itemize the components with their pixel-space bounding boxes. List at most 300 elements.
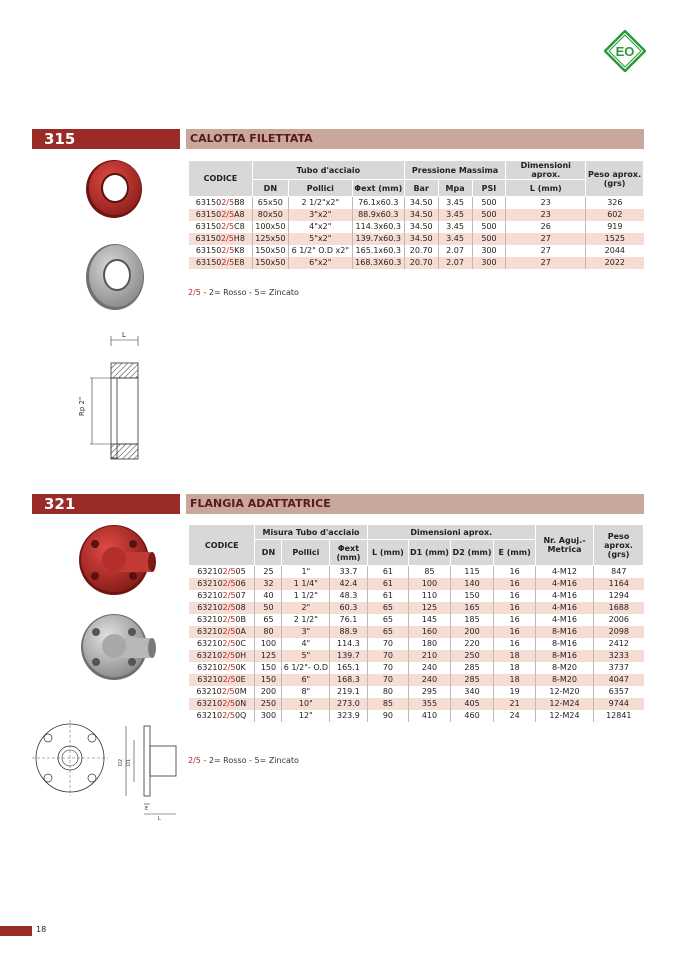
cell-psi: 500 [472, 221, 506, 233]
cell-pollici: 4"x2" [288, 221, 352, 233]
cell-dn: 125x50 [252, 233, 288, 245]
page-number: 18 [36, 925, 47, 934]
code-part-code-c: 0E [235, 675, 246, 684]
code-part-code-b: 2/5 [222, 663, 236, 672]
cell-l: 65 [367, 614, 409, 626]
cell-e: 18 [494, 674, 536, 686]
cell-mpa: 3.45 [438, 197, 472, 210]
dim-d1-label: D1 [126, 758, 132, 766]
col-phiext: Φext (mm) [330, 540, 367, 566]
cell-agui: 4-M16 [535, 602, 593, 614]
cell-psi: 300 [472, 257, 506, 269]
col-peso: Peso aprox. (grs) [586, 161, 644, 197]
cell-ext: 33.7 [330, 566, 367, 579]
code-part-code-b: 2/5 [222, 675, 236, 684]
code-part-code-b: 2/5 [221, 198, 235, 207]
cell-peso: 847 [594, 566, 644, 579]
cell-peso: 2098 [594, 626, 644, 638]
cell-d2: 200 [450, 626, 494, 638]
code-part-code-a: 63210 [196, 711, 223, 720]
code-part-code-b: 2/5 [222, 639, 236, 648]
cell-d2: 185 [450, 614, 494, 626]
cell-d1: 125 [409, 602, 451, 614]
red-flange-image [78, 522, 156, 598]
code-part-code-b: 2/5 [222, 567, 236, 576]
cell-l: 90 [367, 710, 409, 722]
code-part-code-a: 63150 [195, 210, 222, 219]
note-code: 2/5 [188, 756, 201, 765]
code-part-code-a: 63210 [196, 687, 222, 696]
cell-pollici: 3"x2" [288, 209, 352, 221]
cell-d2: 115 [450, 566, 494, 579]
col-l: L (mm) [506, 180, 586, 197]
cell-dn: 150 [255, 662, 282, 674]
cell-l: 65 [367, 602, 409, 614]
cell-peso: 2044 [586, 245, 644, 257]
code-part-code-a: 63210 [196, 639, 223, 648]
cell-peso: 602 [586, 209, 644, 221]
cell-codice [189, 626, 255, 638]
table-row [189, 698, 644, 710]
cell-ext: 42.4 [330, 578, 367, 590]
cell-pollici: 3" [282, 626, 330, 638]
col-d2: D2 (mm) [450, 540, 494, 566]
cell-peso: 919 [586, 221, 644, 233]
code-part-code-a: 63150 [195, 198, 222, 207]
cell-agui: 8-M20 [535, 674, 593, 686]
cell-d1: 410 [409, 710, 451, 722]
logo-text: EO [615, 44, 635, 59]
cell-peso: 3233 [594, 650, 644, 662]
code-part-code-a: 63210 [197, 675, 223, 684]
cell-ext: 60.3 [330, 602, 367, 614]
table-row [189, 209, 644, 221]
code-part-code-b: 2/5 [222, 603, 236, 612]
code-part-code-b: 2/5 [222, 591, 236, 600]
code-part-code-a: 63150 [195, 222, 222, 231]
cell-dn: 100 [255, 638, 282, 650]
cell-dn: 250 [255, 698, 282, 710]
cell-d1: 145 [409, 614, 451, 626]
code-part-code-a: 63210 [197, 579, 223, 588]
cell-ext: 114.3 [330, 638, 367, 650]
cell-peso: 12841 [594, 710, 644, 722]
cell-agui: 8-M16 [535, 626, 593, 638]
cell-l: 27 [506, 245, 586, 257]
cell-e: 18 [494, 650, 536, 662]
cell-agui: 8-M20 [535, 662, 593, 674]
code-part-code-a: 63210 [197, 567, 223, 576]
cell-mpa: 3.45 [438, 209, 472, 221]
cell-ext: 139.7 [330, 650, 367, 662]
cell-d2: 460 [450, 710, 494, 722]
cell-d1: 180 [409, 638, 451, 650]
table-row [189, 578, 644, 590]
cell-pollici: 2 1/2"x2" [288, 197, 352, 210]
cell-d1: 100 [409, 578, 451, 590]
cell-codice [189, 257, 253, 269]
code-part-code-c: 0M [234, 687, 247, 696]
cell-codice [189, 578, 255, 590]
cell-bar: 34.50 [404, 221, 438, 233]
cell-codice [189, 602, 255, 614]
cell-peso: 3737 [594, 662, 644, 674]
cell-d2: 165 [450, 602, 494, 614]
col-dn: DN [252, 180, 288, 197]
table-row [189, 638, 644, 650]
cell-d2: 405 [450, 698, 494, 710]
cell-pollici: 2" [282, 602, 330, 614]
galvanized-flange-image [80, 610, 158, 684]
calotta-table [188, 160, 644, 269]
table-row [189, 674, 644, 686]
note-text: - 2= Rosso - 5= Zincato [200, 288, 299, 297]
code-part-code-c: A8 [234, 210, 245, 219]
cell-d2: 220 [450, 638, 494, 650]
cell-ext: 273.0 [330, 698, 367, 710]
cell-d2: 340 [450, 686, 494, 698]
flange-technical-drawing [28, 716, 182, 820]
cell-dn: 150 [255, 674, 282, 686]
code-part-code-c: H8 [233, 234, 245, 243]
section-title: CALOTTA FILETTATA [186, 129, 644, 149]
cell-peso: 1164 [594, 578, 644, 590]
cell-ext: 114.3x60.3 [352, 221, 404, 233]
cell-codice [189, 674, 255, 686]
code-part-code-a: 63210 [197, 663, 223, 672]
col-codice: CODICE [189, 161, 253, 197]
cell-l: 61 [367, 566, 409, 579]
code-part-code-a: 63150 [195, 258, 222, 267]
code-part-code-c: 06 [235, 579, 246, 588]
cell-d1: 85 [409, 566, 451, 579]
section-number: 321 [32, 494, 180, 514]
cell-l: 80 [367, 686, 409, 698]
col-psi: PSI [472, 180, 506, 197]
cell-dn: 50 [255, 602, 282, 614]
cell-codice [189, 686, 255, 698]
cell-e: 16 [494, 626, 536, 638]
cell-pollici: 10" [282, 698, 330, 710]
code-part-code-a: 63210 [197, 615, 223, 624]
code-part-code-c: 0Q [234, 711, 247, 720]
cell-codice [189, 614, 255, 626]
code-part-code-c: 0H [235, 651, 247, 660]
cell-agui: 12-M24 [535, 710, 593, 722]
cell-l: 61 [367, 590, 409, 602]
cell-peso: 9744 [594, 698, 644, 710]
dim-d2-label: D2 [118, 758, 124, 766]
cell-pollici: 6 1/2"- O.D [283, 663, 328, 672]
col-peso: Peso aprox. (grs) [594, 525, 644, 566]
cell-ext: 76.1 [330, 614, 367, 626]
cell-e: 18 [494, 662, 536, 674]
cell-d2: 285 [450, 674, 494, 686]
cell-d1: 160 [409, 626, 451, 638]
code-part-code-b: 2/5 [222, 615, 236, 624]
cell-l: 70 [367, 674, 409, 686]
color-note [188, 756, 299, 765]
cell-ext: 48.3 [330, 590, 367, 602]
cell-d1: 355 [409, 698, 451, 710]
cell-l: 85 [367, 698, 409, 710]
cell-agui: 4-M12 [535, 566, 593, 579]
code-part-code-b: 2/5 [222, 711, 235, 720]
code-part-code-a: 63210 [197, 627, 223, 636]
col-pollici: Pollici [282, 540, 330, 566]
cell-e: 16 [494, 638, 536, 650]
cell-pollici: 6" [282, 674, 330, 686]
cell-codice [189, 233, 253, 245]
col-codice: CODICE [189, 525, 255, 566]
cell-dn: 200 [255, 686, 282, 698]
cell-d1: 210 [409, 650, 451, 662]
cell-psi: 300 [472, 245, 506, 257]
cell-agui: 4-M16 [535, 590, 593, 602]
table-row [189, 221, 644, 233]
cell-psi: 500 [472, 197, 506, 210]
cell-e: 21 [494, 698, 536, 710]
table-row [189, 662, 644, 674]
cell-agui: 8-M16 [535, 638, 593, 650]
col-group-dim: Dimensioni aprox. [367, 525, 535, 540]
cell-peso: 1688 [594, 602, 644, 614]
table-row [189, 590, 644, 602]
code-part-code-c: B8 [234, 198, 245, 207]
cell-peso: 2006 [594, 614, 644, 626]
code-part-code-b: 2/5 [221, 210, 235, 219]
dim-e-label: E [145, 806, 149, 812]
cell-d2: 285 [450, 662, 494, 674]
cell-mpa: 3.45 [438, 221, 472, 233]
cell-psi: 500 [472, 209, 506, 221]
cell-e: 16 [494, 566, 536, 579]
cell-dn: 65x50 [252, 197, 288, 210]
cell-dn: 125 [255, 650, 282, 662]
code-part-code-b: 2/5 [222, 651, 236, 660]
cell-ext: 219.1 [330, 686, 367, 698]
code-part-code-c: 05 [235, 567, 246, 576]
code-part-code-b: 2/5 [221, 258, 235, 267]
cell-dn: 150x50 [252, 245, 288, 257]
cell-e: 16 [494, 614, 536, 626]
table-row [189, 197, 644, 210]
table-row [189, 710, 644, 722]
code-part-code-a: 63210 [196, 699, 223, 708]
cell-peso: 1525 [586, 233, 644, 245]
dim-l2-label: L [158, 816, 161, 820]
cell-dn: 80 [255, 626, 282, 638]
col-mpa: Mpa [438, 180, 472, 197]
cell-pollici: 5" [282, 650, 330, 662]
cell-d2: 150 [450, 590, 494, 602]
col-dn: DN [255, 540, 282, 566]
cell-codice [189, 221, 253, 233]
cell-peso: 6357 [594, 686, 644, 698]
cell-peso: 326 [586, 197, 644, 210]
col-d1: D1 (mm) [409, 540, 451, 566]
table-row [189, 257, 644, 269]
section-number: 315 [32, 129, 180, 149]
cell-e: 16 [494, 578, 536, 590]
cell-l: 27 [506, 257, 586, 269]
cell-dn: 300 [255, 710, 282, 722]
cell-bar: 20.70 [404, 245, 438, 257]
cell-dn: 100x50 [252, 221, 288, 233]
cell-d1: 240 [409, 662, 451, 674]
cell-psi: 500 [472, 233, 506, 245]
cell-bar: 34.50 [404, 209, 438, 221]
col-e: E (mm) [494, 540, 536, 566]
cell-e: 16 [494, 590, 536, 602]
col-phiext: Φext (mm) [352, 180, 404, 197]
table-row [189, 233, 644, 245]
code-part-code-a: 63210 [197, 591, 223, 600]
table-row [189, 626, 644, 638]
cell-pollici: 5"x2" [288, 233, 352, 245]
cell-agui: 8-M16 [535, 650, 593, 662]
code-part-code-b: 2/5 [221, 246, 235, 255]
code-part-code-b: 2/5 [222, 699, 236, 708]
cell-ext: 168.3X60.3 [352, 257, 404, 269]
cell-l: 23 [506, 209, 586, 221]
dim-l-label: L [122, 331, 126, 339]
code-part-code-a: 63210 [196, 651, 223, 660]
code-part-code-c: 0A [235, 627, 246, 636]
cell-dn: 40 [255, 590, 282, 602]
code-part-code-c: 0K [235, 663, 246, 672]
red-cap-image [84, 158, 144, 220]
cell-l: 70 [367, 650, 409, 662]
cell-peso: 2412 [594, 638, 644, 650]
color-note [188, 288, 299, 297]
cell-codice [189, 209, 253, 221]
eo-logo-icon [604, 30, 646, 72]
cell-codice [189, 662, 255, 674]
cell-pollici: 1 1/2" [282, 590, 330, 602]
cell-mpa: 2.07 [438, 257, 472, 269]
cell-pollici: 2 1/2" [282, 614, 330, 626]
code-part-code-b: 2/5 [222, 579, 236, 588]
cell-codice [189, 698, 255, 710]
cell-ext: 168.3 [330, 674, 367, 686]
flangia-table [188, 524, 644, 722]
code-part-code-b: 2/5 [221, 222, 234, 231]
cell-ext: 88.9 [330, 626, 367, 638]
col-agui: Nr. Aguj.- Metrica [535, 525, 593, 566]
note-code: 2/5 [188, 288, 201, 297]
table-row [189, 245, 644, 257]
cell-codice [189, 590, 255, 602]
cell-l: 70 [367, 638, 409, 650]
page-marker [0, 926, 32, 936]
cell-d1: 240 [409, 674, 451, 686]
cell-dn: 65 [255, 614, 282, 626]
cell-e: 24 [494, 710, 536, 722]
table-row [189, 614, 644, 626]
code-part-code-a: 63150 [195, 246, 222, 255]
code-part-code-c: C8 [234, 222, 245, 231]
cell-l: 27 [506, 233, 586, 245]
code-part-code-b: 2/5 [221, 687, 235, 696]
cell-peso: 2022 [586, 257, 644, 269]
cell-e: 16 [494, 602, 536, 614]
cell-dn: 25 [255, 566, 282, 579]
cell-pollici: 8" [282, 686, 330, 698]
code-part-code-b: 2/5 [222, 627, 236, 636]
col-group-dim: Dimensioni aprox. [506, 161, 586, 180]
code-part-code-c: 0N [235, 699, 247, 708]
cell-dn: 32 [255, 578, 282, 590]
code-part-code-c: 0C [235, 639, 246, 648]
cap-technical-drawing [74, 326, 164, 466]
code-part-code-c: 08 [235, 603, 246, 612]
code-part-code-a: 63210 [197, 603, 223, 612]
cell-ext: 323.9 [330, 710, 367, 722]
cell-ext: 165.1 [330, 662, 367, 674]
cell-pollici: 4" [282, 638, 330, 650]
cell-codice [189, 197, 253, 210]
cell-d2: 140 [450, 578, 494, 590]
cell-mpa: 3.45 [438, 233, 472, 245]
col-pollici: Pollici [288, 180, 352, 197]
cell-codice [189, 710, 255, 722]
cell-ext: 76.1x60.3 [352, 197, 404, 210]
cell-pollici: 1" [282, 566, 330, 579]
cell-bar: 34.50 [404, 233, 438, 245]
cell-agui: 4-M16 [535, 614, 593, 626]
code-part-code-c: 07 [235, 591, 246, 600]
section-title: FLANGIA ADATTATRICE [186, 494, 644, 514]
cell-ext: 139.7x60.3 [352, 233, 404, 245]
cell-codice [189, 638, 255, 650]
table-row [189, 650, 644, 662]
cell-d2: 250 [450, 650, 494, 662]
cell-dn: 150x50 [252, 257, 288, 269]
dim-rp-label: Rp 2" [78, 396, 86, 416]
col-bar: Bar [404, 180, 438, 197]
cell-pollici: 6"x2" [288, 257, 352, 269]
cell-l: 70 [367, 662, 409, 674]
galvanized-cap-image [84, 240, 146, 312]
cell-ext: 88.9x60.3 [352, 209, 404, 221]
cell-pollici: 6 1/2" O.D x2" [288, 245, 352, 257]
table-row [189, 686, 644, 698]
cell-pollici: 1 1/4" [282, 578, 330, 590]
cell-l: 23 [506, 197, 586, 210]
cell-agui: 4-M16 [535, 578, 593, 590]
cell-peso: 1294 [594, 590, 644, 602]
cell-dn: 80x50 [252, 209, 288, 221]
cell-bar: 34.50 [404, 197, 438, 210]
col-group-misura: Misura Tubo d'acciaio [255, 525, 367, 540]
cell-mpa: 2.07 [438, 245, 472, 257]
cell-l: 26 [506, 221, 586, 233]
code-part-code-c: E8 [234, 258, 245, 267]
code-part-code-c: K8 [234, 246, 245, 255]
cell-bar: 20.70 [404, 257, 438, 269]
cell-ext: 165.1x60.3 [352, 245, 404, 257]
col-l: L (mm) [367, 540, 409, 566]
cell-peso: 4047 [594, 674, 644, 686]
col-group-pressione: Pressione Massima [404, 161, 506, 180]
code-part-code-a: 63150 [195, 234, 221, 243]
cell-codice [189, 650, 255, 662]
cell-d1: 110 [409, 590, 451, 602]
col-group-tubo: Tubo d'acciaio [252, 161, 404, 180]
cell-l: 61 [367, 578, 409, 590]
code-part-code-b: 2/5 [220, 234, 234, 243]
